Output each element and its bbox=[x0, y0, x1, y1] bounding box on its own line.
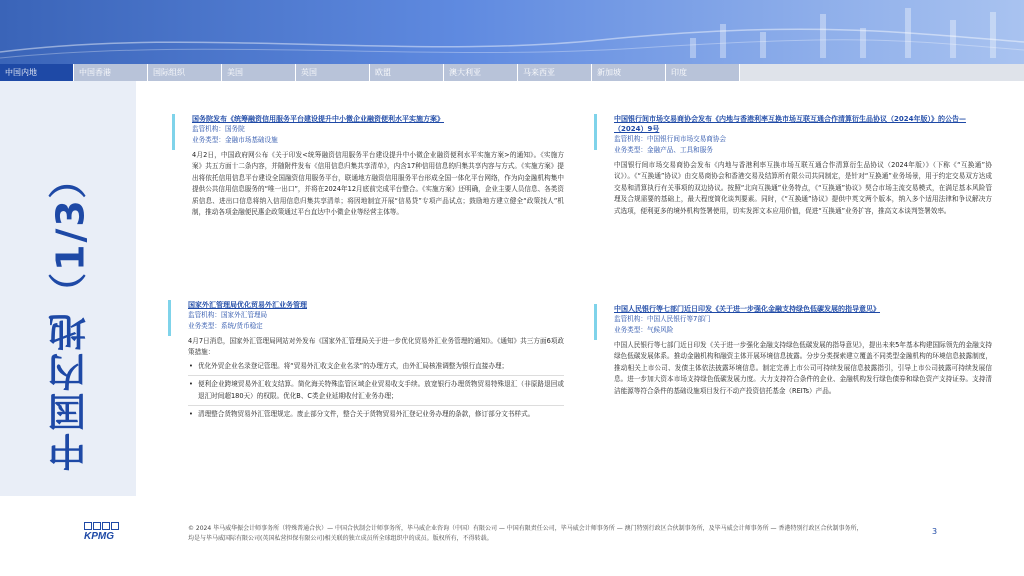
tab-malaysia[interactable]: 马来西亚 bbox=[518, 64, 592, 81]
list-item: • 优化外贸企业名录登记管理。将“贸易外汇收支企业名录”的办理方式，由外汇局核准调整为银行直接办理； bbox=[188, 361, 564, 372]
card-accent bbox=[594, 304, 597, 340]
card-accent bbox=[172, 114, 175, 150]
header-banner bbox=[0, 0, 1024, 64]
tab-singapore[interactable]: 新加坡 bbox=[592, 64, 666, 81]
card-accent bbox=[594, 114, 597, 150]
card-regulator: 监管机构：国家外汇管理局 bbox=[188, 311, 268, 319]
tab-uk[interactable]: 英国 bbox=[296, 64, 370, 81]
card-regulator: 监管机构：国务院 bbox=[192, 125, 245, 133]
tab-mainland-china[interactable]: 中国内地 bbox=[0, 64, 74, 81]
card-title-link[interactable]: 国务院发布《统筹融资信用服务平台建设提升中小微企业融资便利水平实施方案》 bbox=[192, 115, 444, 123]
card-body: 4月7日消息，国家外汇管理局网站对外发布《国家外汇管理局关于进一步优化贸易外汇业务管理的通知》。《通知》共三方面6项政策措施： bbox=[188, 337, 564, 357]
banner-wave-graphic bbox=[0, 22, 1024, 62]
card-business-type: 业务类型：金融市场基础设施 bbox=[192, 136, 278, 144]
card-regulator: 监管机构：中国人民银行等7部门 bbox=[614, 315, 711, 323]
tab-usa[interactable]: 美国 bbox=[222, 64, 296, 81]
news-card-3 bbox=[188, 300, 564, 420]
card-bullet-list bbox=[188, 361, 564, 421]
tab-australia[interactable]: 澳大利亚 bbox=[444, 64, 518, 81]
card-business-type: 业务类型：系统/货币稳定 bbox=[188, 322, 263, 330]
list-item: • 便利企业跨境贸易外汇收支结算。简化海关特殊监管区域企业贸易收支手续。放宽银行办理货物贸易特殊退汇（非原路退回或退汇时间超180天）的权限。优化B、C类企业延期收付汇业务办理； bbox=[188, 379, 564, 402]
list-item: • 清理整合货物贸易外汇管理规定。废止部分文件，整合关于货物贸易外汇登记业务办理的条款，修订部分文书样式。 bbox=[188, 409, 564, 420]
tab-hong-kong[interactable]: 中国香港 bbox=[74, 64, 148, 81]
card-business-type: 业务类型：金融产品、工具和服务 bbox=[614, 146, 713, 154]
card-title-link[interactable]: 国家外汇管理局优化贸易外汇业务管理 bbox=[188, 301, 307, 309]
region-tabs bbox=[0, 64, 1024, 81]
legal-notice: © 2024 毕马威华振会计师事务所（特殊普通合伙）— 中国合伙制会计师事务所，毕马威企业咨询（中国）有限公司 — 中国有限责任公司，毕马威会计师事务所 — 澳门特别行政区合伙制事务所，及毕马威会计师事务所 — 香港特别行政区合伙制事务所，均是与毕马威国际有限公司(英国私营担保有限公司)相关联的独立成员所全球组织中的成员。版权所有，不得转载。 bbox=[188, 525, 863, 542]
kpmg-logo: KPMG bbox=[84, 522, 124, 542]
card-body: 中国人民银行等七部门近日印发《关于进一步强化金融支持绿色低碳发展的指导意见》，提出未来5年基本构建国际领先的金融支持绿色低碳发展体系。推动金融机构和融资主体开展环境信息披露。分步分类探索建立覆盖不同类型金融机构的环境信息披露制度，推动相关上市公司、发债主体依法披露环境信息。制定完善上市公司可持续发展信息披露指引，引导上市公司披露可持续发展信息。进一步加大资本市场支持绿色低碳发展力度。大力支持符合条件的企业、金融机构发行绿色债券和绿色资产支持证券。支持清洁能源等符合条件的基础设施项目发行不动产投资信托基金（REITs）产品。 bbox=[614, 341, 992, 395]
tab-india[interactable]: 印度 bbox=[666, 64, 740, 81]
card-regulator: 监管机构：中国银行间市场交易商协会 bbox=[614, 135, 727, 143]
card-accent bbox=[168, 300, 171, 336]
card-title-link[interactable]: 中国人民银行等七部门近日印发《关于进一步强化金融支持绿色低碳发展的指导意见》 bbox=[614, 305, 880, 313]
tab-international-orgs[interactable]: 国际组织 bbox=[148, 64, 222, 81]
card-business-type: 业务类型：气候风险 bbox=[614, 326, 674, 334]
news-card-4 bbox=[614, 304, 992, 397]
card-title-link[interactable]: 中国银行间市场交易商协会发布《内地与香港利率互换市场互联互通合作清算衍生品协议（2024年版）》的公告—（2024）9号 bbox=[614, 115, 966, 133]
news-card-2 bbox=[614, 114, 992, 217]
page-title: 中国内地（1/3） bbox=[48, 158, 93, 472]
card-body: 中国银行间市场交易商协会发布《内地与香港利率互换市场互联互通合作清算衍生品协议（2024年版）》（下称《“互换通”协议》）。《“互换通”协议》由交易商协会和香港交易及结算所有限公司共同制定，是针对“互换通”业务场景，用于约定交易双方达成交易和清算执行有关事项的双边协议。按照“北向互换通”业务特点，《“互换通”协议》契合市场主流交易模式，在满足基本风险管理及合规需要的基础上，最大程度简化谈判要素。同时，《“互换通”协议》提供中英文两个版本，纳入多个适用法律和争议解决方式选项，便利更多的境外机构签署使用，切实发挥文本应用价值，促进“互换通”业务扩容，推高文本谈判签署效率。 bbox=[614, 161, 992, 215]
page-number: 3 bbox=[932, 527, 938, 536]
news-card-1 bbox=[192, 114, 564, 218]
tab-eu[interactable]: 欧盟 bbox=[370, 64, 444, 81]
card-body: 4月2日，中国政府网公布《关于印发<统筹融资信用服务平台建设提升中小微企业融资便利水平实施方案>的通知》。《实施方案》共五方面十二条内容，并随附件发布《信用信息归集共享清单》，内含17种信用信息的归集共享内容与方式。《实施方案》提出将依托信用信息平台建设全国融资信用服务平台，联通地方融资信用服务平台形成全国一体化平台网络，作为向金融机构集中提供公共信用信息服务的“唯一出口”，并将在2024年12月底前完成平台整合。《实施方案》还明确，企业主要人员信息、各类资质信息、进出口信息将纳入信用信息归集共享清单；将因地制宜开展“信易贷”专项产品试点；鼓励地方建立健全“政策找人”机制，推动各项金融便民惠企政策通过平台直达中小微企业等经营主体等。 bbox=[192, 151, 564, 217]
